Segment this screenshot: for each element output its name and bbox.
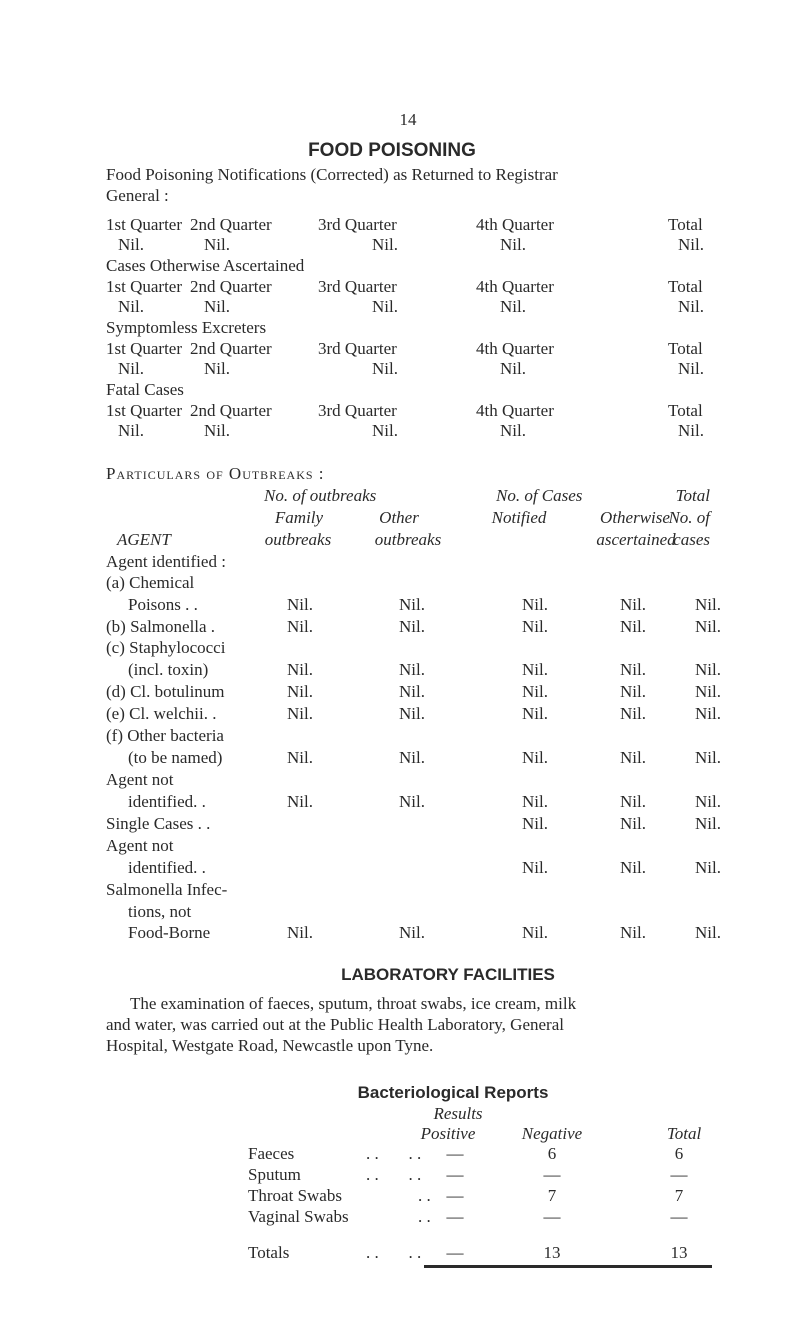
nil-value: Nil. xyxy=(500,359,526,378)
nil-value: Nil. xyxy=(678,359,704,378)
col-other-header-1: Other xyxy=(379,508,419,527)
col-agent-header: AGENT xyxy=(117,530,171,549)
nil-value: Nil. xyxy=(500,297,526,316)
nil-value: Nil. xyxy=(500,235,526,254)
col-total-header: Total xyxy=(666,1124,702,1143)
agent-label: Agent not xyxy=(106,836,174,855)
nil-value: Nil. xyxy=(287,617,313,636)
leader-dots: . . xyxy=(418,1207,431,1226)
nil-value: Nil. xyxy=(399,748,425,767)
quarter-header-2: 2nd Quarter xyxy=(190,401,272,420)
nil-value: Nil. xyxy=(287,792,313,811)
nil-value: Nil. xyxy=(118,359,144,378)
nil-value: Nil. xyxy=(372,235,398,254)
bacteriological-heading: Bacteriological Reports xyxy=(357,1083,549,1102)
page-number: 14 xyxy=(399,110,417,129)
results-header: Results xyxy=(433,1104,483,1123)
positive-value: — xyxy=(446,1144,464,1163)
report-row-label: Faeces xyxy=(248,1144,295,1163)
block-label: Symptomless Excreters xyxy=(106,318,267,337)
nil-value: Nil. xyxy=(695,617,721,636)
lab-heading: LABORATORY FACILITIES xyxy=(341,965,555,984)
lab-paragraph-line: The examination of faeces, sputum, throat swabs, ice cream, milk xyxy=(130,994,577,1013)
agent-label: (c) Staphylococci xyxy=(106,638,226,657)
nil-value: Nil. xyxy=(287,704,313,723)
negative-value: — xyxy=(543,1165,561,1184)
quarter-header-total: Total xyxy=(668,215,703,234)
nil-value: Nil. xyxy=(695,748,721,767)
nil-value: Nil. xyxy=(695,704,721,723)
nil-value: Nil. xyxy=(118,297,144,316)
col-notified-header: Notified xyxy=(491,508,547,527)
col-positive-header: Positive xyxy=(420,1124,476,1143)
lab-paragraph-line: Hospital, Westgate Road, Newcastle upon Tyne. xyxy=(106,1036,434,1055)
block-label: Fatal Cases xyxy=(106,380,184,399)
group-outbreaks-header: No. of outbreaks xyxy=(264,486,377,505)
agent-label: Food-Borne xyxy=(128,923,211,942)
agent-label: identified. . xyxy=(128,858,206,877)
negative-value: — xyxy=(543,1207,561,1226)
col-total-header-3: cases xyxy=(673,530,710,549)
group-cases-header: No. of Cases xyxy=(496,486,583,505)
nil-value: Nil. xyxy=(695,858,721,877)
agent-label: (b) Salmonella . xyxy=(106,617,216,636)
report-row-label: Sputum xyxy=(248,1165,301,1184)
agent-label: (e) Cl. welchii. . xyxy=(106,704,217,723)
report-row-label: Vaginal Swabs xyxy=(248,1207,349,1226)
quarter-header-3: 3rd Quarter xyxy=(318,401,397,420)
nil-value: Nil. xyxy=(372,359,398,378)
quarter-header-2: 2nd Quarter xyxy=(190,339,272,358)
quarter-header-total: Total xyxy=(668,401,703,420)
nil-value: Nil. xyxy=(695,923,721,942)
negative-value: 6 xyxy=(547,1144,557,1163)
col-total-header-1: Total xyxy=(675,486,710,505)
nil-value: Nil. xyxy=(620,682,646,701)
agent-identified-label: Agent identified : xyxy=(106,552,226,571)
nil-value: Nil. xyxy=(522,858,548,877)
nil-value: Nil. xyxy=(620,814,646,833)
nil-value: Nil. xyxy=(522,704,548,723)
quarter-header-total: Total xyxy=(668,277,703,296)
outbreaks-heading: Particulars of Outbreaks : xyxy=(106,464,325,483)
nil-value: Nil. xyxy=(620,617,646,636)
nil-value: Nil. xyxy=(204,359,230,378)
quarter-header-4: 4th Quarter xyxy=(476,339,554,358)
nil-value: Nil. xyxy=(287,682,313,701)
lab-paragraph-line: and water, was carried out at the Public Health Laboratory, General xyxy=(106,1015,564,1034)
page-title: FOOD POISONING xyxy=(308,140,476,161)
agent-label: (incl. toxin) xyxy=(128,660,209,679)
col-family-header-2: outbreaks xyxy=(264,530,332,549)
nil-value: Nil. xyxy=(522,923,548,942)
nil-value: Nil. xyxy=(678,235,704,254)
agent-label: tions, not xyxy=(128,902,192,921)
nil-value: Nil. xyxy=(287,748,313,767)
totals-rule xyxy=(424,1265,712,1268)
nil-value: Nil. xyxy=(620,792,646,811)
nil-value: Nil. xyxy=(695,814,721,833)
intro-line-2: General : xyxy=(106,186,169,205)
nil-value: Nil. xyxy=(695,595,721,614)
nil-value: Nil. xyxy=(522,617,548,636)
nil-value: Nil. xyxy=(522,660,548,679)
agent-label: identified. . xyxy=(128,792,206,811)
agent-label: (f) Other bacteria xyxy=(106,726,224,745)
nil-value: Nil. xyxy=(287,595,313,614)
nil-value: Nil. xyxy=(399,660,425,679)
total-value: — xyxy=(670,1207,688,1226)
quarter-header-1: 1st Quarter xyxy=(106,401,183,420)
positive-value: — xyxy=(446,1186,464,1205)
col-otherwise-header-1: Otherwise xyxy=(600,508,670,527)
nil-value: Nil. xyxy=(620,748,646,767)
total-value: 7 xyxy=(674,1186,684,1205)
nil-value: Nil. xyxy=(678,421,704,440)
agent-label: Salmonella Infec- xyxy=(106,880,228,899)
quarter-header-3: 3rd Quarter xyxy=(318,215,397,234)
grand-total: 13 xyxy=(670,1243,688,1262)
leader-dots: . . xyxy=(418,1186,431,1205)
nil-value: Nil. xyxy=(399,595,425,614)
nil-value: Nil. xyxy=(678,297,704,316)
nil-value: Nil. xyxy=(522,814,548,833)
nil-value: Nil. xyxy=(522,748,548,767)
nil-value: Nil. xyxy=(620,595,646,614)
nil-value: Nil. xyxy=(399,617,425,636)
positive-value: — xyxy=(446,1207,464,1226)
nil-value: Nil. xyxy=(620,923,646,942)
totals-label: Totals xyxy=(248,1243,290,1262)
quarter-header-1: 1st Quarter xyxy=(106,215,183,234)
agent-label: (to be named) xyxy=(128,748,223,767)
nil-value: Nil. xyxy=(399,682,425,701)
agent-label: Poisons . . xyxy=(128,595,198,614)
leader-dots: . . . . xyxy=(366,1144,422,1163)
positive-total: — xyxy=(446,1243,464,1262)
nil-value: Nil. xyxy=(118,235,144,254)
block-label: Cases Otherwise Ascertained xyxy=(106,256,305,275)
nil-value: Nil. xyxy=(695,792,721,811)
nil-value: Nil. xyxy=(287,923,313,942)
nil-value: Nil. xyxy=(204,297,230,316)
nil-value: Nil. xyxy=(620,858,646,877)
nil-value: Nil. xyxy=(287,660,313,679)
leader-dots: . . . . xyxy=(366,1165,422,1184)
nil-value: Nil. xyxy=(695,682,721,701)
nil-value: Nil. xyxy=(620,660,646,679)
nil-value: Nil. xyxy=(204,421,230,440)
quarter-header-2: 2nd Quarter xyxy=(190,277,272,296)
col-other-header-2: outbreaks xyxy=(374,530,442,549)
agent-label: Agent not xyxy=(106,770,174,789)
nil-value: Nil. xyxy=(118,421,144,440)
report-row-label: Throat Swabs xyxy=(248,1186,342,1205)
quarter-header-3: 3rd Quarter xyxy=(318,277,397,296)
agent-label: (a) Chemical xyxy=(106,573,195,592)
nil-value: Nil. xyxy=(620,704,646,723)
leader-dots: . . . . xyxy=(366,1243,422,1262)
nil-value: Nil. xyxy=(372,297,398,316)
agent-label: (d) Cl. botulinum xyxy=(106,682,225,701)
positive-value: — xyxy=(446,1165,464,1184)
quarter-header-1: 1st Quarter xyxy=(106,277,183,296)
col-family-header-1: Family xyxy=(274,508,324,527)
nil-value: Nil. xyxy=(522,682,548,701)
nil-value: Nil. xyxy=(695,660,721,679)
quarter-header-4: 4th Quarter xyxy=(476,215,554,234)
nil-value: Nil. xyxy=(522,792,548,811)
nil-value: Nil. xyxy=(522,595,548,614)
nil-value: Nil. xyxy=(500,421,526,440)
quarter-header-2: 2nd Quarter xyxy=(190,215,272,234)
negative-total: 13 xyxy=(543,1243,561,1262)
quarter-header-1: 1st Quarter xyxy=(106,339,183,358)
quarter-header-4: 4th Quarter xyxy=(476,401,554,420)
nil-value: Nil. xyxy=(204,235,230,254)
agent-label: Single Cases . . xyxy=(106,814,211,833)
nil-value: Nil. xyxy=(399,792,425,811)
nil-value: Nil. xyxy=(399,704,425,723)
total-value: — xyxy=(670,1165,688,1184)
total-value: 6 xyxy=(674,1144,684,1163)
nil-value: Nil. xyxy=(399,923,425,942)
intro-line-1: Food Poisoning Notifications (Corrected) as Returned to Registrar xyxy=(106,165,558,184)
quarter-header-total: Total xyxy=(668,339,703,358)
nil-value: Nil. xyxy=(372,421,398,440)
quarter-header-4: 4th Quarter xyxy=(476,277,554,296)
negative-value: 7 xyxy=(547,1186,557,1205)
quarter-header-3: 3rd Quarter xyxy=(318,339,397,358)
col-otherwise-header-2: ascertained xyxy=(596,530,676,549)
col-total-header-2: No. of xyxy=(668,508,710,527)
col-negative-header: Negative xyxy=(521,1124,583,1143)
